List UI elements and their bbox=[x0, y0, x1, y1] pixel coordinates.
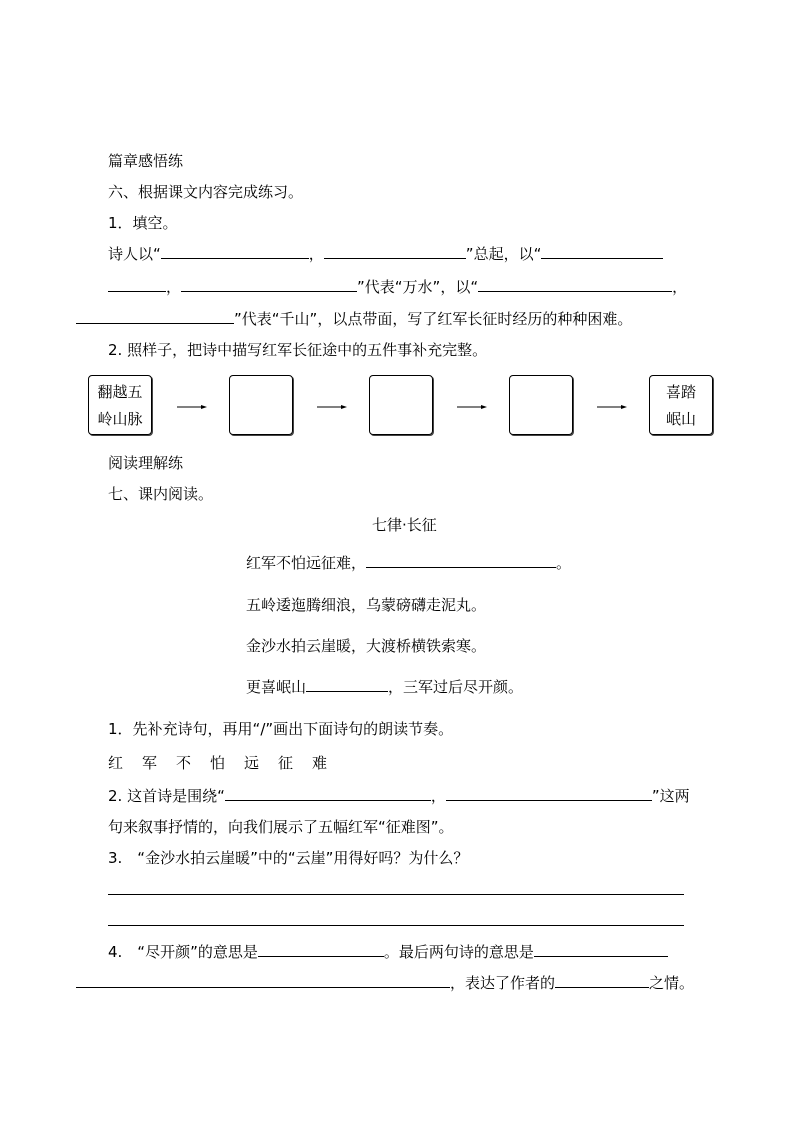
fill-in-line bbox=[108, 277, 687, 297]
fill-in-line bbox=[76, 309, 632, 329]
arrow-icon bbox=[597, 404, 627, 406]
box-text: 喜踏 bbox=[665, 383, 696, 401]
text: ”这两 bbox=[651, 787, 690, 805]
question-text: 3. “金沙水拍云崖暖”中的“云崖”用得好吗？为什么？ bbox=[108, 849, 469, 867]
text: ， bbox=[430, 787, 446, 805]
poem-char: 怕 bbox=[210, 754, 226, 772]
poem-line bbox=[246, 553, 571, 573]
poem-line: 五岭逶迤腾细浪，乌蒙磅礴走泥丸。 bbox=[246, 596, 487, 614]
section-heading: 篇章感悟练 bbox=[108, 152, 184, 170]
blank[interactable] bbox=[541, 244, 663, 259]
text: 。 bbox=[556, 554, 572, 572]
text: 4. “尽开颜”的意思是 bbox=[108, 943, 258, 961]
blank[interactable] bbox=[161, 244, 309, 259]
blank[interactable] bbox=[324, 244, 466, 259]
text: ”代表“万水”，以“ bbox=[357, 278, 479, 296]
text: ， bbox=[308, 245, 324, 263]
answer-line[interactable] bbox=[108, 894, 684, 895]
poem-char: 不 bbox=[176, 754, 192, 772]
text: 诗人以“ bbox=[108, 245, 161, 263]
blank[interactable] bbox=[366, 553, 556, 568]
blank[interactable] bbox=[258, 942, 384, 957]
arrow-icon bbox=[177, 404, 207, 406]
text: ， bbox=[166, 278, 182, 296]
event-box-blank[interactable] bbox=[229, 375, 293, 435]
arrow-icon bbox=[457, 404, 487, 406]
event-box-blank[interactable] bbox=[509, 375, 573, 435]
question-label: 2. 照样子，把诗中描写红军长征途中的五件事补充完整。 bbox=[108, 341, 488, 359]
section-title: 七、课内阅读。 bbox=[108, 485, 214, 503]
fill-in-line bbox=[76, 973, 694, 993]
event-box-first bbox=[88, 375, 152, 435]
poem-char: 征 bbox=[278, 754, 294, 772]
blank[interactable] bbox=[555, 973, 649, 988]
poem-line bbox=[246, 677, 523, 697]
poem-char: 红 bbox=[108, 754, 124, 772]
section-title: 六、根据课文内容完成练习。 bbox=[108, 183, 304, 201]
text: 。最后两句诗的意思是 bbox=[383, 943, 534, 961]
text: 更喜岷山 bbox=[246, 678, 307, 696]
box-text: 翻越五 bbox=[97, 383, 143, 401]
blank[interactable] bbox=[534, 942, 668, 957]
box-text: 岭山脉 bbox=[97, 410, 143, 428]
arrow-icon bbox=[317, 404, 347, 406]
answer-line[interactable] bbox=[108, 925, 684, 926]
fill-in-line bbox=[108, 244, 663, 264]
event-box-last bbox=[649, 375, 713, 435]
rhythm-chars bbox=[108, 753, 346, 773]
text: 之情。 bbox=[649, 974, 695, 992]
poem-char: 军 bbox=[142, 754, 158, 772]
text: ”代表“千山”，以点带面，写了红军长征时经历的种种困难。 bbox=[234, 310, 633, 328]
poem-line: 金沙水拍云崖暖，大渡桥横铁索寒。 bbox=[246, 637, 487, 655]
poem-char: 远 bbox=[244, 754, 260, 772]
text: 2. 这首诗是围绕“ bbox=[108, 787, 225, 805]
text: ，三军过后尽开颜。 bbox=[388, 678, 524, 696]
poem-char: 难 bbox=[312, 754, 328, 772]
fill-in-line bbox=[108, 942, 668, 962]
text: ， bbox=[672, 278, 688, 296]
text: ，表达了作者的 bbox=[450, 974, 556, 992]
section-heading: 阅读理解练 bbox=[108, 454, 184, 472]
blank[interactable] bbox=[181, 277, 357, 292]
blank[interactable] bbox=[446, 786, 652, 801]
question-label: 1．填空。 bbox=[108, 214, 178, 232]
blank[interactable] bbox=[108, 277, 166, 292]
event-box-blank[interactable] bbox=[369, 375, 433, 435]
question-text: 句来叙事抒情的，向我们展示了五幅红军“征难图”。 bbox=[108, 818, 454, 836]
blank[interactable] bbox=[306, 677, 388, 692]
question-text: 1．先补充诗句，再用“/”画出下面诗句的朗读节奏。 bbox=[108, 720, 454, 738]
box-text: 岷山 bbox=[665, 410, 696, 428]
blank[interactable] bbox=[225, 786, 431, 801]
text: 红军不怕远征难， bbox=[246, 554, 367, 572]
poem-title: 七律·长征 bbox=[372, 516, 437, 534]
blank[interactable] bbox=[76, 309, 234, 324]
text: ”总起，以“ bbox=[465, 245, 542, 263]
blank[interactable] bbox=[76, 973, 450, 988]
blank[interactable] bbox=[478, 277, 672, 292]
fill-in-line bbox=[108, 786, 690, 806]
